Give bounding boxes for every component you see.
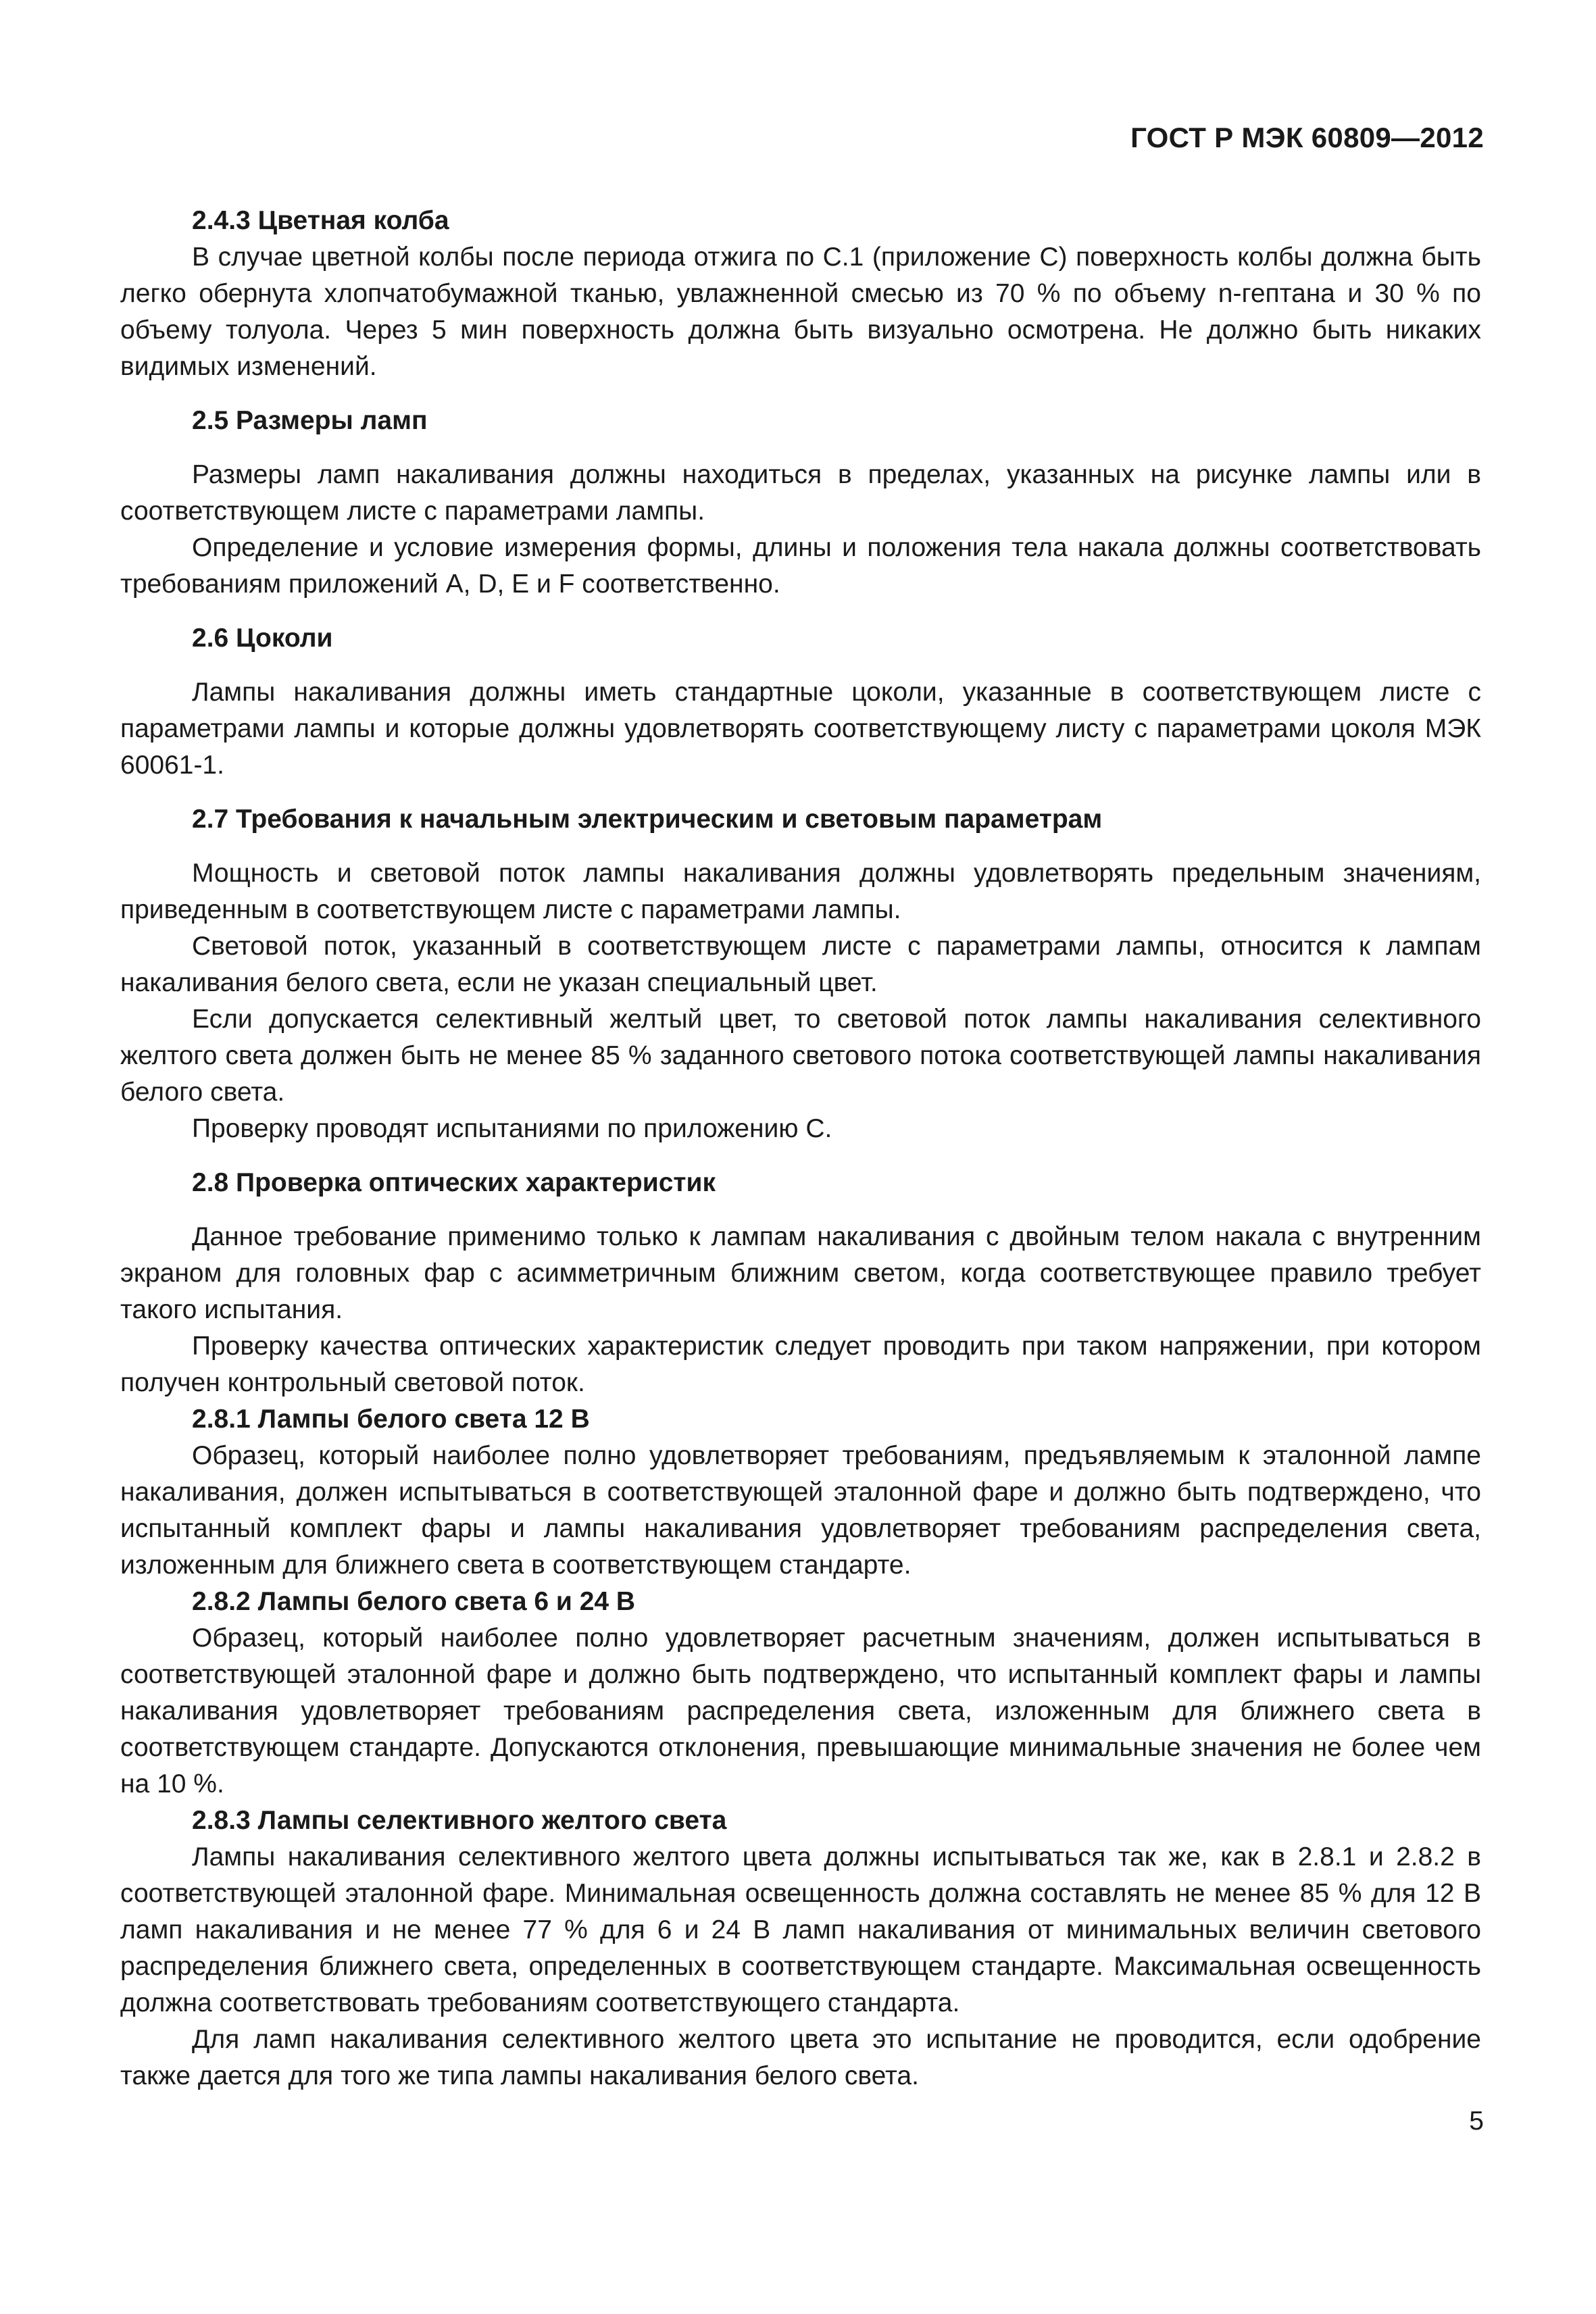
section-paragraph: Образец, который наиболее полно удовлетворяет требованиям, предъявляемым к эталонной лампе накаливания, должен испытываться в соответствующей эталонной фаре и должно быть подтверждено, что испытанный комплект фары и лампы накаливания удовлетворяет требованиям распределения света, изложенным для ближнего света в соответствующем стандарте.: [120, 1441, 1481, 1580]
section-paragraph: Проверку качества оптических характеристик следует проводить при таком напряжении, при котором получен контрольный световой поток.: [120, 1332, 1481, 1397]
section-paragraph: Мощность и световой поток лампы накаливания должны удовлетворять предельным значениям, приведенным в соответствующем листе с параметрами лампы.: [120, 859, 1481, 924]
section-heading: 2.6 Цоколи: [192, 624, 333, 653]
section-heading: 2.5 Размеры ламп: [192, 406, 428, 435]
section-heading: 2.8.1 Лампы белого света 12 В: [192, 1405, 590, 1434]
section-heading: 2.8 Проверка оптических характеристик: [192, 1168, 716, 1197]
section-heading: 2.8.3 Лампы селективного желтого света: [192, 1806, 727, 1835]
section-paragraph: Лампы накаливания селективного желтого цвета должны испытываться так же, как в 2.8.1 и 2.8.2 в соответствующей эталонной фаре. Минимальная освещенность должна составлять не менее 85 % для 12 В ламп накаливания и не менее 77 % для 6 и 24 В ламп накаливания от минимальных величин светового распределения ближнего света, определенных в соответствующем стандарте. Максимальная освещенность должна соответствовать требованиям соответствующего стандарта.: [120, 1842, 1481, 2017]
section-paragraph: В случае цветной колбы после периода отжига по С.1 (приложение С) поверхность колбы должна быть легко обернута хлопчатобумажной тканью, увлажненной смесью из 70 % по объему n-гептана и 30 % по объему толуола. Через 5 мин поверхность должна быть визуально осмотрена. Не должно быть никаких видимых изменений.: [120, 243, 1481, 381]
section-block: [120, 1584, 1481, 1803]
section-block: [120, 1165, 1481, 1401]
section-heading: 2.8.2 Лампы белого света 6 и 24 В: [192, 1587, 636, 1616]
section-paragraph: Проверку проводят испытаниями по приложению С.: [192, 1114, 832, 1143]
section-heading: 2.7 Требования к начальным электрическим и световым параметрам: [192, 805, 1103, 834]
page-number: 5: [1469, 2107, 1484, 2136]
section-block: [120, 1401, 1481, 1584]
section-paragraph: Для ламп накаливания селективного желтого цвета это испытание не проводится, если одобрение также дается для того же типа лампы накаливания белого света.: [120, 2025, 1481, 2090]
section-paragraph: Образец, который наиболее полно удовлетворяет расчетным значениям, должен испытываться в соответствующей эталонной фаре и должно быть подтверждено, что испытанный комплект фары и лампы накаливания удовлетворяет требованиям распределения света, изложенным для ближнего света в соответствующем стандарте. Допускаются отклонения, превышающие минимальные значения не более чем на 10 %.: [120, 1624, 1481, 1799]
section-block: [120, 1803, 1481, 2094]
document-body: [120, 203, 1481, 2094]
section-heading: 2.4.3 Цветная колба: [192, 206, 449, 235]
document-header: ГОСТ Р МЭК 60809—2012: [1130, 122, 1484, 153]
section-block: [120, 620, 1481, 784]
section-paragraph: Данное требование применимо только к лампам накаливания с двойным телом накала с внутренним экраном для головных фар с асимметричным ближним светом, когда соответствующее правило требует такого испытания.: [120, 1222, 1481, 1324]
section-paragraph: Определение и условие измерения формы, длины и положения тела накала должны соответствовать требованиям приложений A, D, E и F соответственно.: [120, 533, 1481, 599]
section-paragraph: Размеры ламп накаливания должны находиться в пределах, указанных на рисунке лампы или в соответствующем листе с параметрами лампы.: [120, 460, 1481, 526]
section-paragraph: Если допускается селективный желтый цвет, то световой поток лампы накаливания селективного желтого света должен быть не менее 85 % заданного светового потока соответствующей лампы накаливания белого света.: [120, 1005, 1481, 1107]
section-paragraph: Световой поток, указанный в соответствующем листе с параметрами лампы, относится к лампам накаливания белого света, если не указан специальный цвет.: [120, 932, 1481, 997]
section-paragraph: Лампы накаливания должны иметь стандартные цоколи, указанные в соответствующем листе с параметрами лампы и которые должны удовлетворять соответствующему листу с параметрами цоколя МЭК 60061-1.: [120, 678, 1481, 780]
section-block: [120, 801, 1481, 1147]
section-block: [120, 403, 1481, 603]
section-block: [120, 203, 1481, 385]
